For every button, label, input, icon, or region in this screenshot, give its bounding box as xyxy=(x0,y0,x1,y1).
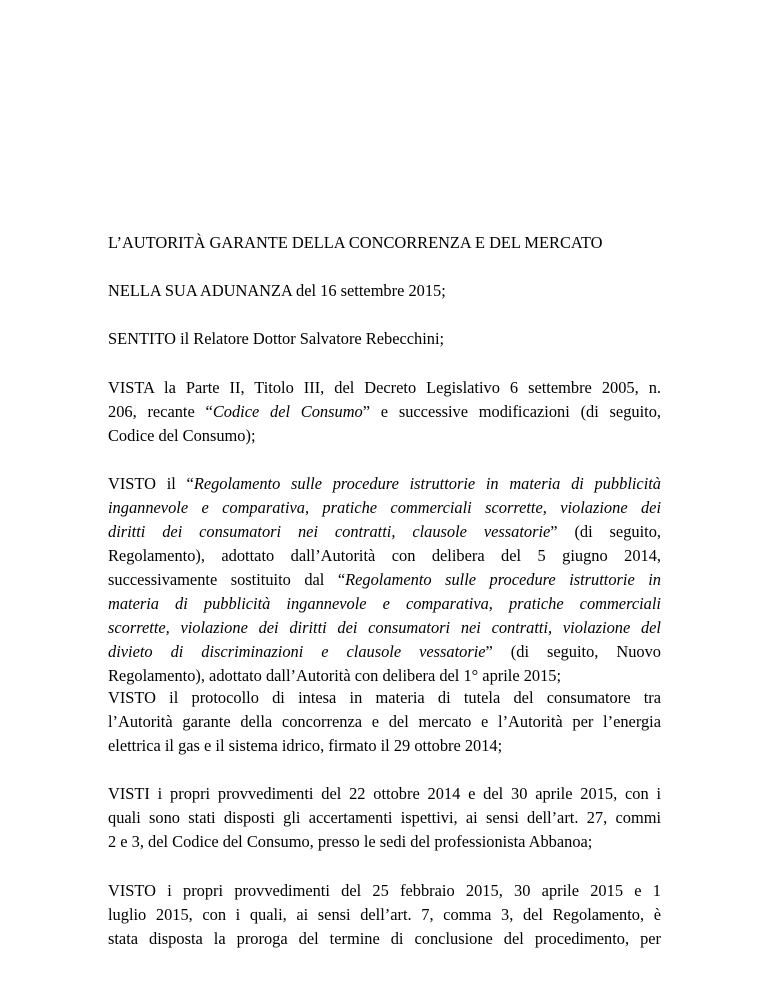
paragraph-line: VISTI i propri provvedimenti del 22 ottobre 2014 e del 30 aprile 2015, con i xyxy=(108,784,661,803)
paragraph-line: quali sono stati disposti gli accertamenti ispettivi, ai sensi dell’art. 27, commi xyxy=(108,808,661,827)
paragraph-proroga xyxy=(108,879,661,951)
paragraph-line: successivamente sostituito dal “Regolamento sulle procedure istruttorie in xyxy=(108,570,662,589)
paragraph-line: VISTO il “Regolamento sulle procedure istruttorie in materia di pubblicità xyxy=(108,474,662,493)
paragraph-line: stata disposta la proroga del termine di conclusione del procedimento, per xyxy=(108,929,661,948)
paragraph-line: divieto di discriminazioni e clausole vessatorie” (di seguito, Nuovo xyxy=(108,642,661,661)
paragraph-line: ingannevole e comparativa, pratiche commerciali scorrette, violazione dei xyxy=(108,498,661,517)
paragraph-line: VISTA la Parte II, Titolo III, del Decreto Legislativo 6 settembre 2005, n. xyxy=(108,378,661,397)
paragraph-line: elettrica il gas e il sistema idrico, firmato il 29 ottobre 2014; xyxy=(108,736,503,755)
paragraph-line: Regolamento), adottato dall’Autorità con delibera del 1° aprile 2015; xyxy=(108,666,562,685)
paragraph-visti xyxy=(108,782,661,854)
paragraph-vista xyxy=(108,376,661,448)
paragraph-line: materia di pubblicità ingannevole e comparativa, pratiche commerciali xyxy=(108,594,661,613)
paragraph-line: 206, recante “Codice del Consumo” e successive modificazioni (di seguito, xyxy=(108,402,661,421)
paragraph-line: luglio 2015, con i quali, ai sensi dell’art. 7, comma 3, del Regolamento, è xyxy=(108,905,661,924)
paragraph-line: diritti dei consumatori nei contratti, clausole vessatorie” (di seguito, xyxy=(108,522,661,541)
paragraph-regolamento xyxy=(108,472,661,688)
italic-title: Codice del Consumo xyxy=(212,402,363,421)
paragraph-line: Regolamento), adottato dall’Autorità con delibera del 5 giugno 2014, xyxy=(108,546,661,565)
document-heading: L’AUTORITÀ GARANTE DELLA CONCORRENZA E DEL MERCATO xyxy=(108,233,603,252)
paragraph-line: 2 e 3, del Codice del Consumo, presso le sedi del professionista Abbanoa; xyxy=(108,832,593,851)
paragraph-line: Codice del Consumo); xyxy=(108,426,256,445)
paragraph-adunanza: NELLA SUA ADUNANZA del 16 settembre 2015; xyxy=(108,281,446,300)
paragraph-line: VISTO i propri provvedimenti del 25 febbraio 2015, 30 aprile 2015 e 1 xyxy=(108,881,661,900)
paragraph-line: l’Autorità garante della concorrenza e del mercato e l’Autorità per l’energia xyxy=(108,712,661,731)
paragraph-line: VISTO il protocollo di intesa in materia di tutela del consumatore tra xyxy=(108,688,661,707)
paragraph-sentito: SENTITO il Relatore Dottor Salvatore Rebecchini; xyxy=(108,329,445,348)
paragraph-line: scorrette, violazione dei diritti dei consumatori nei contratti, violazione del xyxy=(108,618,661,637)
paragraph-protocollo xyxy=(108,686,661,758)
